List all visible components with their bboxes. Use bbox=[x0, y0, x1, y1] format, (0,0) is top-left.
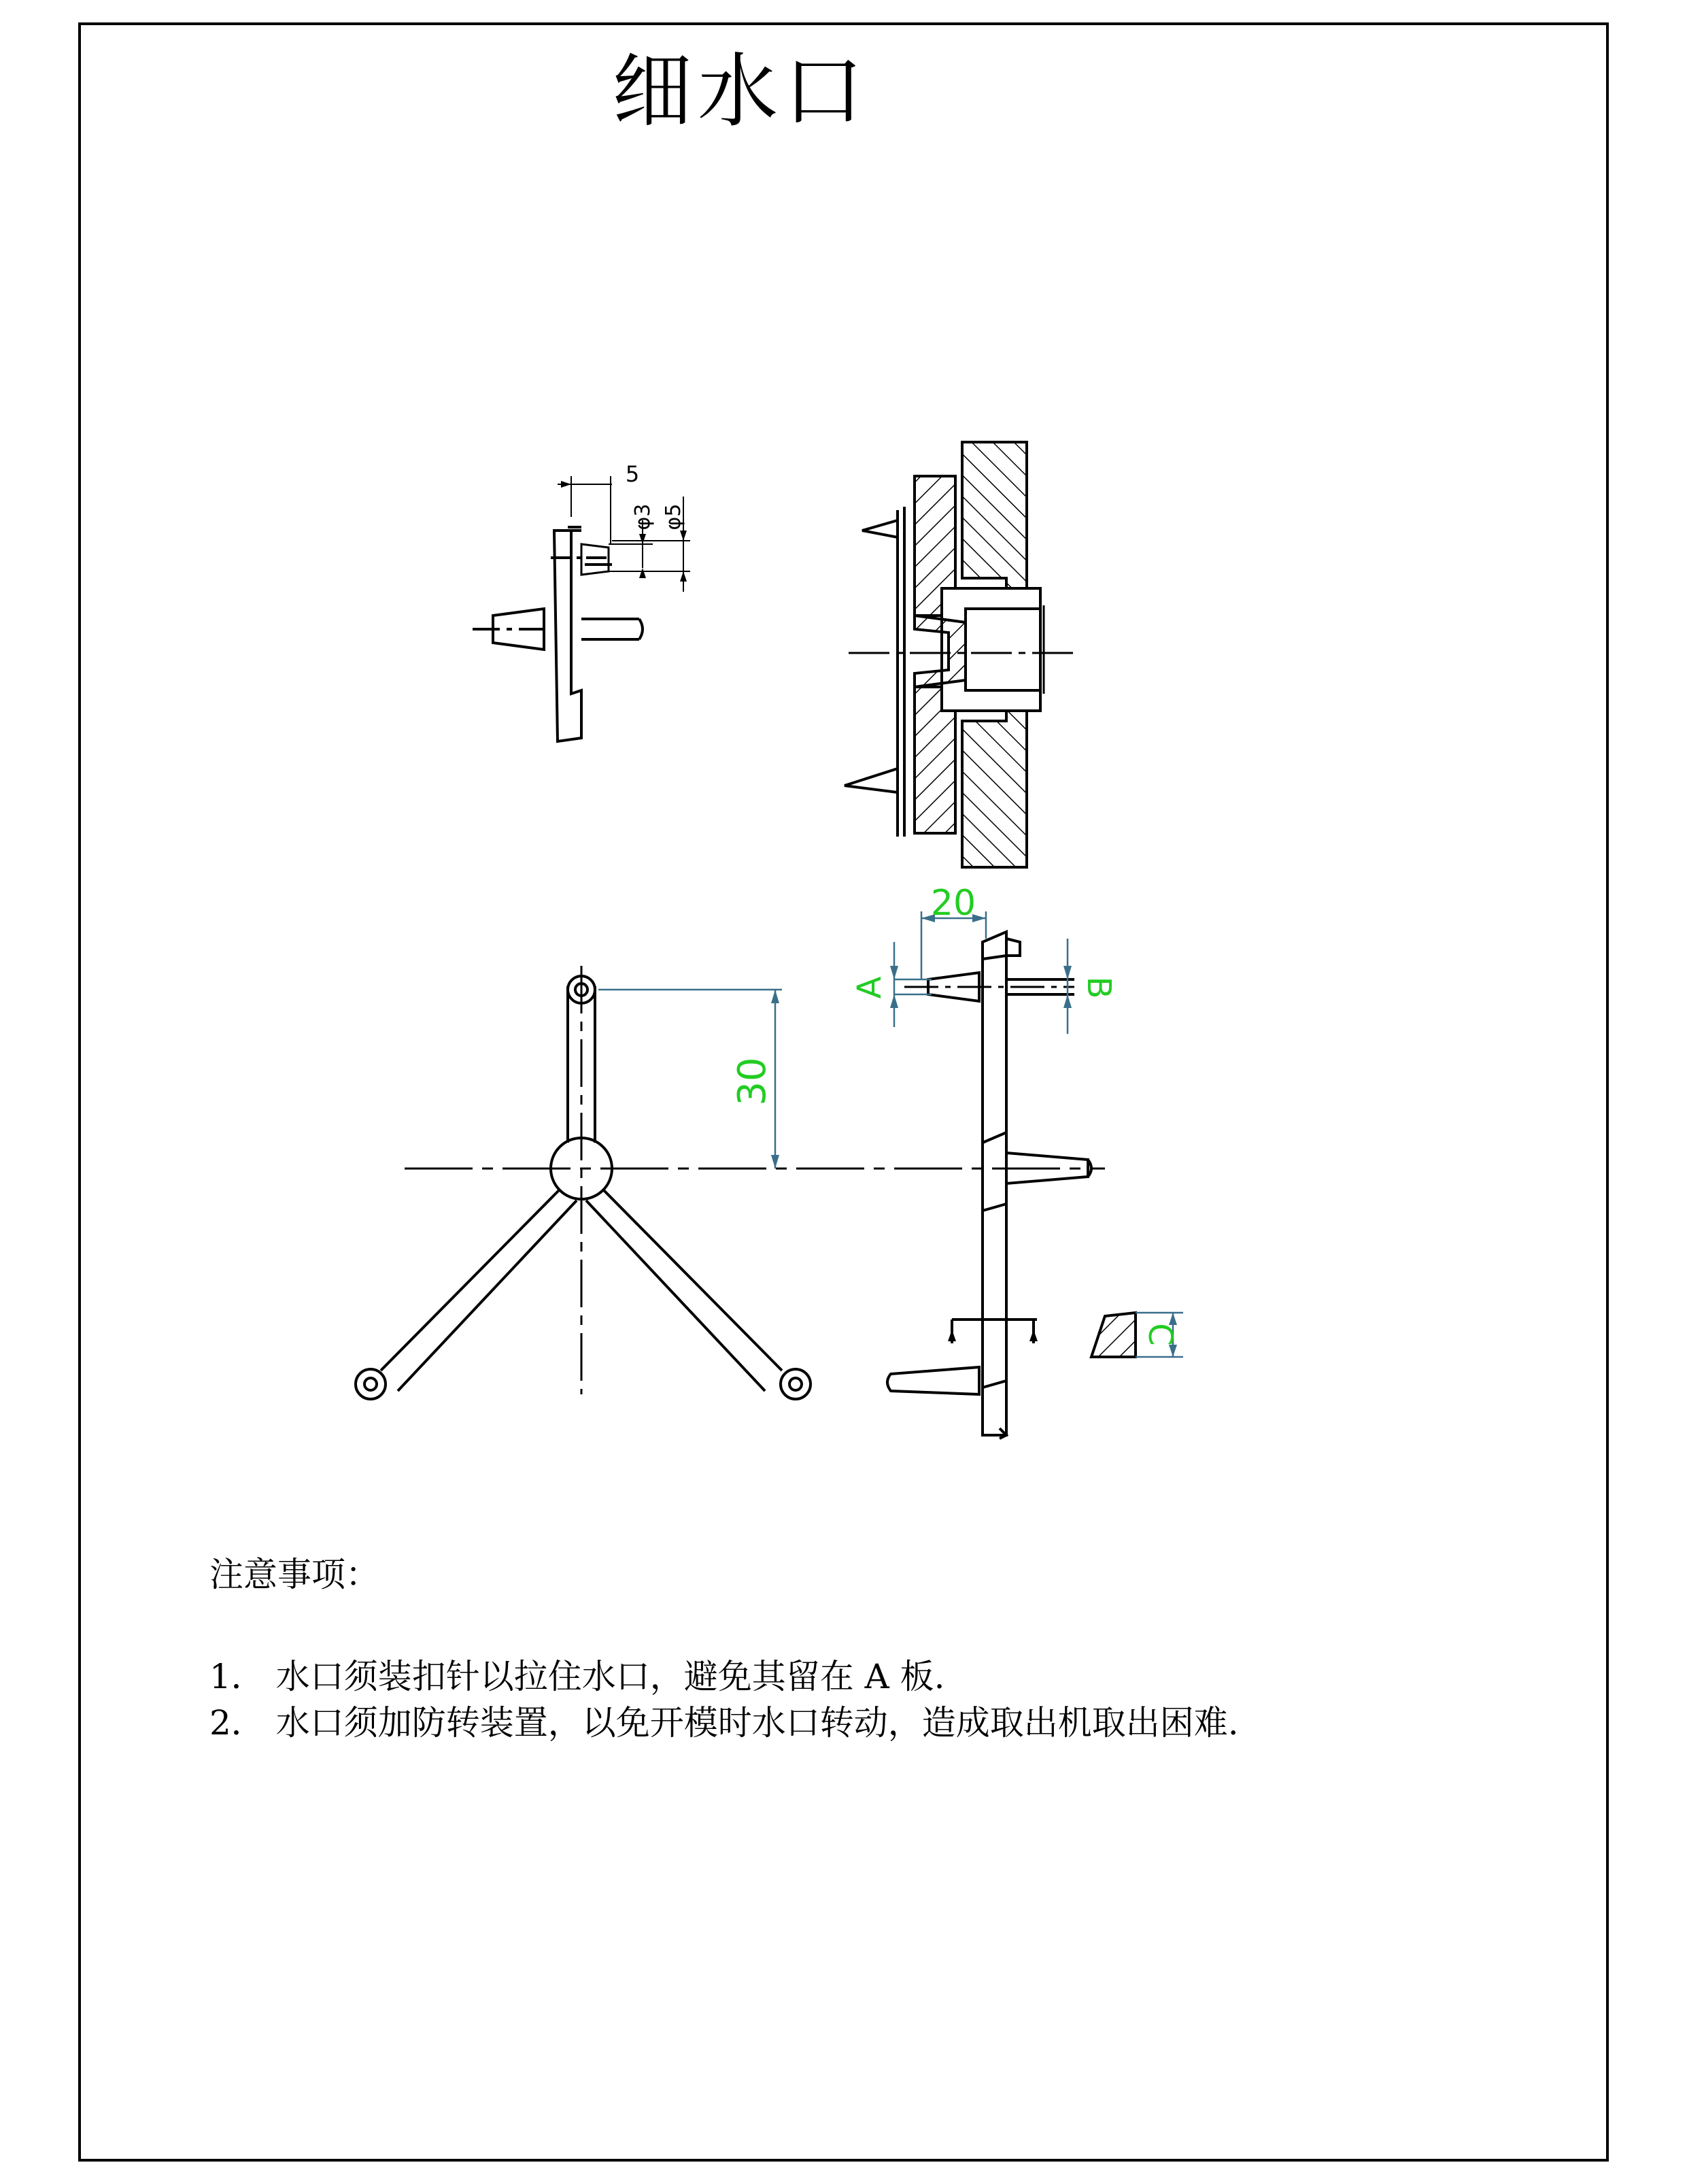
detail-block-c bbox=[1091, 1313, 1136, 1357]
label-a: A bbox=[851, 976, 889, 999]
label-b: B bbox=[1080, 976, 1118, 999]
page-title: 细水口 bbox=[612, 44, 870, 138]
dim-20-ab bbox=[890, 911, 1072, 1034]
dim-phi3-label: φ3 bbox=[631, 503, 655, 531]
dim-20-label: 20 bbox=[930, 883, 976, 924]
label-c: C bbox=[1141, 1323, 1179, 1346]
dim-30-label: 30 bbox=[730, 1057, 774, 1106]
note-item: 1． 水口须装扣针以拉住水口，避免其留在 A 板. bbox=[209, 1657, 945, 1696]
detail-spoke-runner bbox=[356, 966, 1105, 1399]
dim-phi5-label: φ5 bbox=[662, 503, 685, 531]
note-item: 2． 水口须加防转装置，以免开模时水口转动，造成取出机取出困难. bbox=[209, 1703, 1239, 1743]
detail-pin-dimensions bbox=[473, 476, 690, 741]
detail-side-view bbox=[887, 932, 1091, 1439]
sheet-border bbox=[80, 24, 1607, 2160]
notes-heading: 注意事项： bbox=[209, 1555, 379, 1594]
detail-mold-section bbox=[845, 442, 1074, 867]
dim-5-label: 5 bbox=[625, 461, 640, 487]
